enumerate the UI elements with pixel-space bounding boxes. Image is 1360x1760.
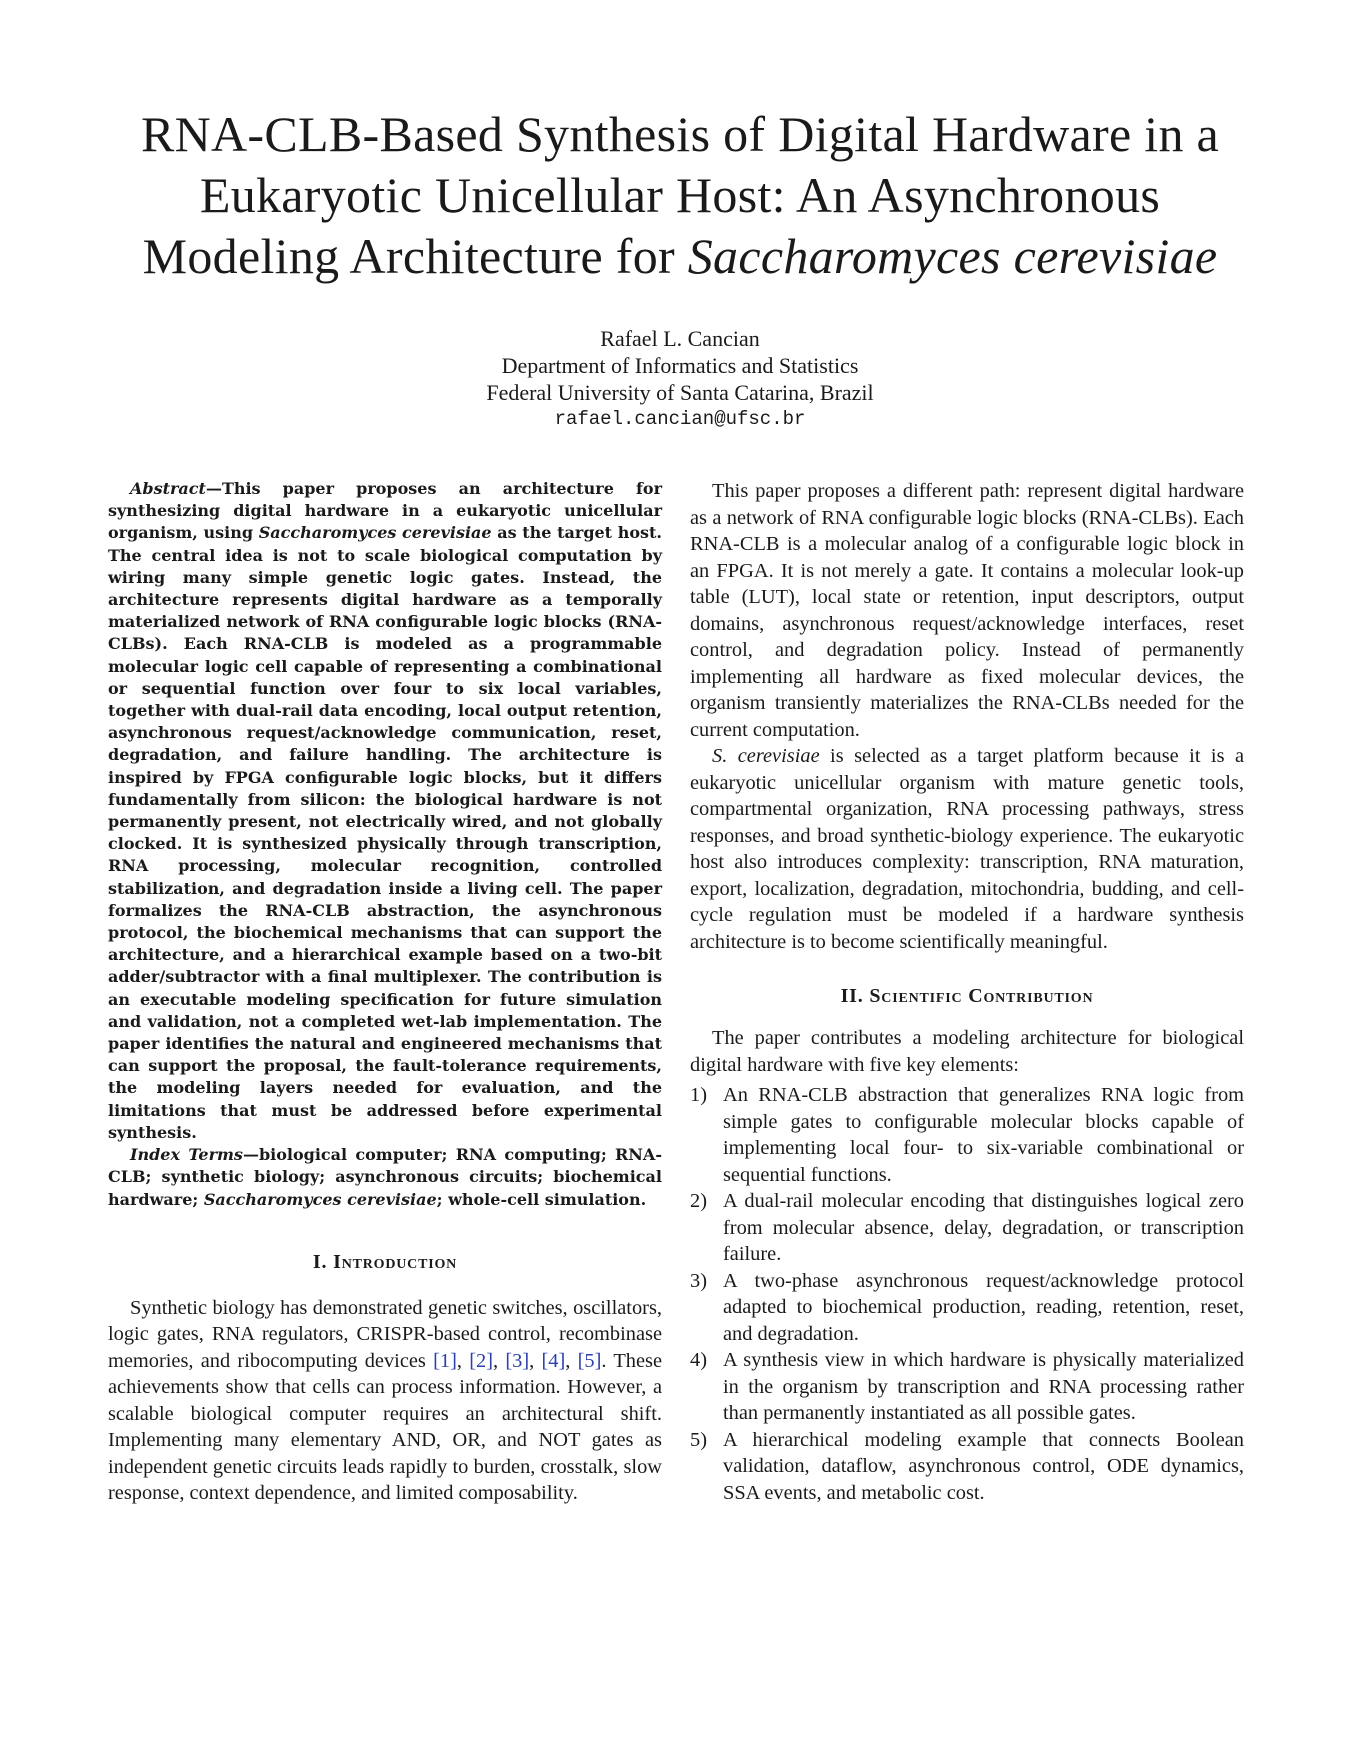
list-item-text: An RNA-CLB abstraction that generalizes RNA logic from simple gates to configurable molecular blocks capable of implementing local four- to six-variable combinational or sequential functions.: [723, 1084, 1244, 1186]
section-2-title: Scientific Contribution: [869, 985, 1094, 1007]
intro-text-2: . These achievements show that cells can process information. However, a scalable biological computer requires an architectural shift. Implementing many elementary AND, OR, and NOT gates as independent genetic circuits leads rapidly to burden, crosstalk, slow response, context dependence, and limited composability.: [108, 1349, 663, 1505]
species-short: S. cerevisiae: [712, 745, 820, 767]
index-terms-species: Saccharomyces cerevisiae: [203, 1189, 437, 1209]
list-item-number: 2): [690, 1190, 707, 1212]
right-column: [690, 478, 1244, 1506]
abstract-paragraph: [108, 478, 662, 1144]
list-item: [690, 1347, 1244, 1427]
list-item-text: A dual-rail molecular encoding that distinguishes logical zero from molecular absence, delay, degradation, or transcription failure.: [723, 1190, 1244, 1265]
list-item: [690, 1268, 1244, 1348]
section-2-number: II.: [840, 985, 864, 1007]
index-terms-label: Index Terms: [130, 1145, 243, 1165]
abstract-text-1: This paper proposes an architecture for synthesizing digital hardware in a eukaryotic unicellular organism, using: [108, 479, 662, 543]
citation-link[interactable]: [3]: [505, 1349, 530, 1372]
title-species: Saccharomyces cerevisiae: [687, 228, 1218, 284]
index-terms-dash: —: [242, 1145, 259, 1165]
abstract: [108, 478, 662, 1211]
section-1-number: I.: [312, 1250, 328, 1273]
index-terms: [108, 1144, 662, 1211]
abstract-label: Abstract: [130, 479, 206, 498]
title-line-1: RNA-CLB-Based Synthesis of Digital Hardware in a: [140, 106, 1220, 162]
right-paragraph-2-text: is selected as a target platform because it is a eukaryotic unicellular organism with mature genetic tools, compartmental organization, RNA processing pathways, stress responses, and broad synthetic-biology experience. The eukaryotic host also introduces complexity: transcription, RNA maturation, export, localization, degradation, mitochondria, budding, and cell-cycle regulation must be modeled if a hardware synthesis architecture is to become scientifically meaningful.: [690, 745, 1244, 953]
section-2-heading: [690, 983, 1244, 1009]
right-paragraph-2: [690, 743, 1244, 955]
author-university: Federal University of Santa Catarina, Brazil: [486, 380, 874, 405]
contribution-intro: The paper contributes a modeling architecture for biological digital hardware with five key elements:: [690, 1027, 1244, 1076]
author-name: Rafael L. Cancian: [600, 326, 760, 351]
author-department: Department of Informatics and Statistics: [501, 353, 859, 378]
section-1-title: Introduction: [333, 1250, 458, 1273]
author-email: rafael.cancian@ufsc.br: [554, 408, 806, 430]
abstract-species: Saccharomyces cerevisiae: [258, 523, 492, 543]
list-item: [690, 1427, 1244, 1507]
list-item-number: 1): [690, 1084, 707, 1106]
list-item-text: A synthesis view in which hardware is physically materialized in the organism by transcription and RNA processing rather than permanently instantiated as all possible gates.: [723, 1349, 1244, 1424]
intro-text-1: Synthetic biology has demonstrated genetic switches, oscillators, logic gates, RNA regulators, CRISPR-based control, recombinase memories, and ribocomputing devices: [108, 1296, 662, 1372]
list-item: [690, 1188, 1244, 1268]
list-item: [690, 1082, 1244, 1188]
author-block: [280, 325, 1080, 433]
citation-link[interactable]: [5]: [577, 1349, 602, 1372]
title-line-2: Eukaryotic Unicellular Host: An Asynchronous: [199, 167, 1161, 223]
list-item-text: A two-phase asynchronous request/acknowledge protocol adapted to biochemical production, reading, retention, reset, and degradation.: [723, 1269, 1244, 1345]
intro-paragraph: Synthetic biology has demonstrated genetic switches, oscillators, logic gates, RNA regulators, CRISPR-based control, recombinase memories, and ribocomputing devices [1], [2], [3], [4], [5]. These achievements show that cells can process information. However, a scalable biological computer requires an architectural shift. Implementing many elementary AND, OR, and NOT gates as independent genetic circuits leads rapidly to burden, crosstalk, slow response, context dependence, and limited composability.: [108, 1296, 663, 1505]
title-line-3: [60, 226, 1300, 287]
index-terms-text-2: ; whole-cell simulation.: [436, 1189, 647, 1209]
index-terms-text-1: biological computer; RNA computing; RNA-CLB; synthetic biology; asynchronous circuits; biochemical hardware;: [108, 1145, 662, 1209]
citation-link[interactable]: [1]: [433, 1349, 457, 1372]
left-column: [108, 478, 662, 1507]
abstract-text-2: as the target host. The central idea is not to scale biological computation by wiring many simple genetic logic gates. Instead, the architecture represents digital hardware as a temporally materialized network of RNA configurable logic blocks (RNA-CLBs). Each RNA-CLB is modeled as a programmable molecular logic cell capable of representing a combinational or sequential function over four to six local variables, together with dual-rail data encoding, local output retention, asynchronous request/acknowledge communication, reset, degradation, and failure handling. The architecture is inspired by FPGA configurable logic blocks, but it differs fundamentally from silicon: the biological hardware is not permanently present, not electrically wired, and not globally clocked. It is synthesized physically through transcription, RNA processing, molecular recognition, controlled stabilization, and degradation inside a living cell. The paper formalizes the RNA-CLB abstraction, the asynchronous protocol, the biochemical mechanisms that can support the architecture, and a hierarchical example based on a two-bit adder/subtractor with a final multiplexer. The contribution is an executable modeling specification for future simulation and validation, not a completed wet-lab implementation. The paper identifies the natural and engineered mechanisms that can support the proposal, the fault-tolerance requirements, the modeling layers needed for evaluation, and the limitations that must be addressed before experimental synthesis.: [108, 523, 663, 1142]
list-item-number: 3): [690, 1269, 707, 1292]
right-paragraph-1: This paper proposes a different path: represent digital hardware as a network of RNA configurable logic blocks (RNA-CLBs). Each RNA-CLB is a molecular analog of a configurable logic block in an FPGA. It is not merely a gate. It contains a molecular look-up table (LUT), local state or retention, input descriptors, output domains, asynchronous request/acknowledge interfaces, reset control, and degradation policy. Instead of permanently implementing all hardware as fixed molecular devices, the organism transiently materializes the RNA-CLBs needed for the current computation.: [690, 480, 1244, 741]
contribution-list: [690, 1082, 1244, 1506]
abstract-dash: —: [205, 479, 222, 498]
title-line-3-text: Modeling Architecture for: [142, 228, 688, 284]
section-1-heading: [108, 1249, 662, 1275]
paper-title: [60, 104, 1300, 287]
list-item-text: A hierarchical modeling example that connects Boolean validation, dataflow, asynchronous control, ODE dynamics, SSA events, and metabolic cost.: [723, 1428, 1244, 1504]
list-item-number: 5): [690, 1428, 707, 1451]
citation-link[interactable]: [4]: [541, 1349, 566, 1372]
list-item-number: 4): [690, 1349, 707, 1371]
citation-link[interactable]: [2]: [469, 1349, 493, 1372]
